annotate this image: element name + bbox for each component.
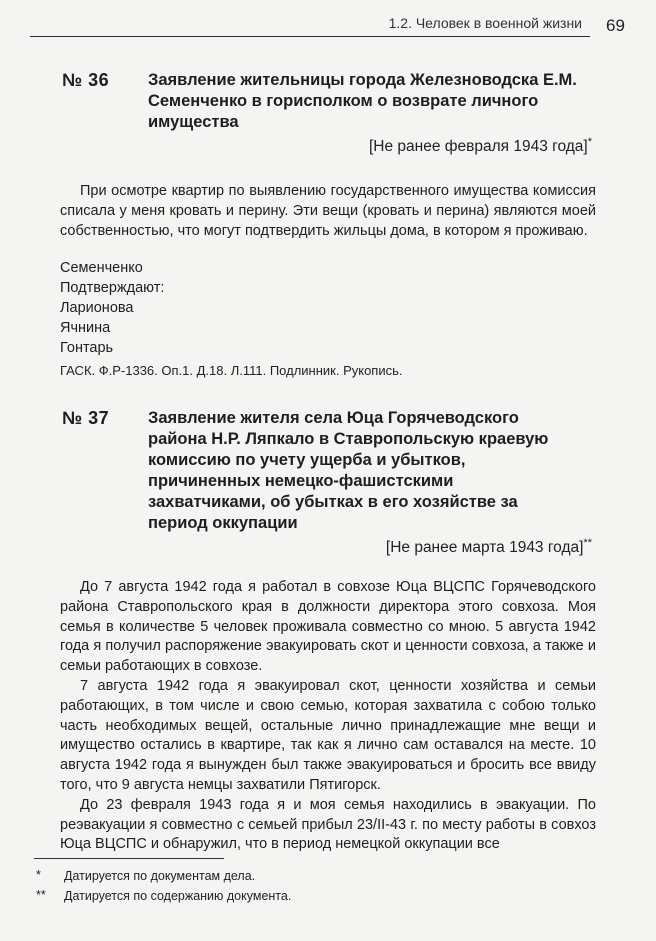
body-paragraph: До 23 февраля 1943 года я и моя семья находились в эвакуации. По реэвакуации я совместно с семьей прибыл 23/II-43 г. по месту работы в совхоз Юца ВЦСПС и обнаружил, что в период немецкой оккупации все (60, 796, 596, 853)
document-number: № 36 (62, 70, 110, 90)
document-36-body (60, 182, 596, 241)
signature-line: Ларионова (60, 300, 134, 316)
running-title: 1.2. Человек в военной жизни (388, 15, 582, 31)
signature-line: Ячнина (60, 320, 111, 336)
footnotes (36, 866, 596, 906)
document-title: Заявление жителя села Юца Горячеводского района Н.Р. Ляпкало в Ставропольскую краевую комиссию по учету ущерба и убытков, причиненных немецко-фашистскими захватчиками, об убытках в его хозяйстве за период оккупации (148, 409, 549, 532)
document-date (300, 537, 592, 557)
document-date-text: [Не ранее февраля 1943 года] (369, 138, 588, 156)
footnote-marker: * (587, 136, 592, 148)
body-paragraph: До 7 августа 1942 года я работал в совхозе Юца ВЦСПС Горячеводского района Ставропольского края в должности директора этого совхоза. Моя семья в количестве 5 человек проживала совместно со мною. 5 августа 1942 года я получил распоряжение эвакуировать скот и ценности совхоза, а также и семьи работающих в совхозе. (60, 579, 596, 675)
document-date-text: [Не ранее марта 1943 года] (385, 539, 584, 557)
signature-line: Подтверждают: (60, 280, 165, 296)
body-paragraph: 7 августа 1942 года я эвакуировал скот, ценности хозяйства и семьи работающих, в том числе и свою семью, которая захватила с собою только часть необходимых вещей, остальные лично принадлежащие мне вещи и имущество остались в квартире, так как я лично сам оставался на месте. 10 августа 1942 года я вынужден был также эвакуироваться и бросить все ввиду того, что 9 августа немцы захватили Пятигорск. (60, 677, 596, 793)
footnote-mark: * (36, 868, 41, 882)
document-date (300, 136, 592, 156)
footnote (36, 886, 596, 906)
footnote (36, 866, 596, 886)
footnote-mark: ** (36, 888, 46, 902)
footnote-text: Датируется по документам дела. (64, 869, 256, 883)
running-header (30, 12, 590, 37)
footnote-text: Датируется по содержанию документа. (64, 889, 292, 903)
footnote-marker: ** (583, 537, 592, 549)
footnote-divider (34, 858, 224, 859)
page-number: 69 (606, 16, 625, 35)
document-title: Заявление жительницы города Железноводска Е.М. Семенченко в горисполком о возврате личного имущества (148, 71, 577, 131)
signature-line: Гонтарь (60, 340, 114, 356)
archive-reference: ГАСК. Ф.Р-1336. Оп.1. Д.18. Л.111. Подлинник. Рукопись. (60, 363, 403, 378)
body-paragraph: При осмотре квартир по выявлению государственного имущества комиссия списала у меня кровать и перину. Эти вещи (кровать и перина) являются моей собственностью, что могут подтвердить жильцы дома, в котором я проживаю. (60, 183, 596, 239)
signature-line: Семенченко (60, 260, 143, 276)
document-number: № 37 (62, 408, 110, 428)
document-37-body (60, 578, 596, 855)
signature-block (60, 258, 164, 358)
